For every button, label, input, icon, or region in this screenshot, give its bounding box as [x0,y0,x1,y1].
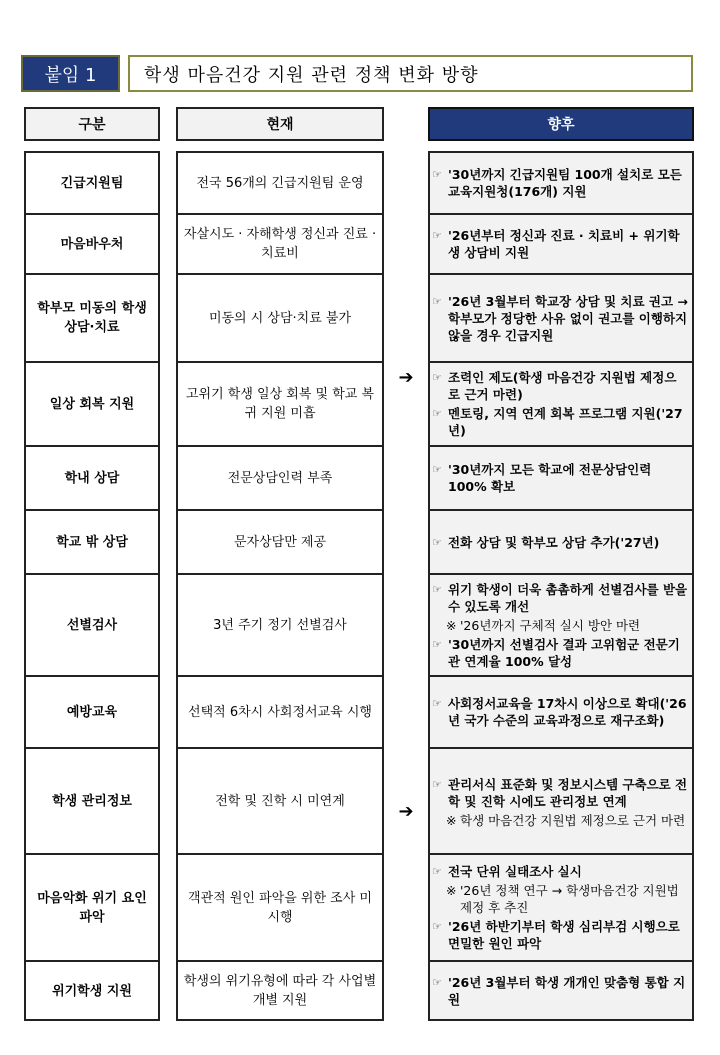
category-cell: 예방교육 [26,675,158,747]
column-header-future: 향후 [428,107,694,141]
reference-mark-icon: ※ [446,617,457,633]
future-content [432,693,688,731]
pointing-hand-icon: ☞ [432,294,442,308]
future-content [432,291,688,346]
future-cell [430,960,692,1020]
current-cell: 미동의 시 상담·치료 불가 [178,273,382,361]
bullet-item [432,581,688,615]
bullet-item [432,227,688,261]
future-text: '26년 3월부터 학생 개개인 맞춤형 통합 지원 [448,975,686,1007]
column-header-current: 현재 [176,107,384,141]
arrow-right-icon: ➔ [398,367,414,388]
pointing-hand-icon: ☞ [432,535,442,549]
category-cell: 학교 밖 상담 [26,509,158,573]
future-cell [430,213,692,273]
reference-mark-icon: ※ [446,883,457,898]
future-text: '26년 하반기부터 학생 심리부검 시행으로 면밀한 원인 파악 [448,919,680,951]
bullet-item [432,918,688,952]
current-cell: 자살시도 · 자해학생 정신과 진료 · 치료비 [178,213,382,273]
bullet-item [432,776,688,810]
future-cell [430,675,692,747]
future-text: '26년부터 정신과 진료 · 치료비 + 위기학생 상담비 지원 [448,228,680,260]
future-text: '30년까지 긴급지원팀 100개 설치로 모든 교육지원청(176개) 지원 [448,167,682,199]
future-text: 조력인 제도(학생 마음건강 지원법 제정으로 근거 마련) [448,370,677,402]
pointing-hand-icon: ☞ [432,407,442,420]
future-cell [430,509,692,573]
note-line [432,617,688,634]
current-cell: 객관적 원인 파악을 위한 조사 미 시행 [178,853,382,960]
pointing-hand-icon: ☞ [432,371,442,384]
current-cell: 문자상담만 제공 [178,509,382,573]
future-text: '30년까지 모든 학교에 전문상담인력 100% 확보 [448,462,652,494]
category-cell: 학생 관리정보 [26,747,158,853]
future-text: '26년까지 구체적 실시 방안 마련 [460,617,641,633]
future-text: 멘토링, 지역 연계 회복 프로그램 지원('27년) [448,406,683,438]
current-cell: 학생의 위기유형에 따라 각 사업별 개별 지원 [178,960,382,1020]
bullet-item [432,636,688,670]
future-content [432,164,688,202]
pointing-hand-icon: ☞ [432,168,442,181]
current-cell: 3년 주기 정기 선별검사 [178,573,382,675]
future-text: '30년까지 선별검사 결과 고위험군 전문기관 연계율 100% 달성 [448,636,680,669]
future-content [432,579,688,672]
future-text: 위기 학생이 더욱 촘촘하게 선별검사를 받을 수 있도록 개선 [448,581,688,614]
current-cell: 선택적 6차시 사회정서교육 시행 [178,675,382,747]
current-cell: 전학 및 진학 시 미연계 [178,747,382,853]
category-column [24,151,160,1021]
future-text: 전국 단위 실태조사 실시 [448,864,582,879]
bullet-item [432,534,688,551]
future-content [432,861,688,954]
bullet-item [432,863,688,880]
current-cell: 고위기 학생 일상 회복 및 학교 복귀 지원 미흡 [178,361,382,445]
future-text: 학생 마음건강 지원법 제정으로 근거 마련 [460,812,686,828]
document-title: 학생 마음건강 지원 관련 정책 변화 방향 [128,55,693,92]
pointing-hand-icon: ☞ [432,637,442,651]
future-content [432,367,688,441]
category-cell: 마음악화 위기 요인 파악 [26,853,158,960]
pointing-hand-icon: ☞ [432,229,442,242]
future-cell [430,853,692,960]
future-text: 전화 상담 및 학부모 상담 추가('27년) [448,534,660,550]
future-content [432,532,688,553]
category-cell: 학내 상담 [26,445,158,509]
category-cell: 긴급지원팀 [60,175,124,191]
current-cell: 전국 56개의 긴급지원팀 운영 [196,175,364,191]
future-text: '26년 3월부터 학교장 상담 및 치료 권고 → 학부모가 정당한 사유 없이 권고를 이행하지 않을 경우 긴급지원 [448,293,688,343]
category-cell: 일상 회복 지원 [26,361,158,445]
column-header-category: 구분 [24,107,160,141]
category-cell: 학부모 미동의 학생 상담·치료 [26,273,158,361]
future-cell [430,747,692,853]
future-text: '26년 정책 연구 → 학생마음건강 지원법 제정 후 추진 [460,883,679,915]
bullet-item [432,166,688,200]
category-cell: 위기학생 지원 [26,960,158,1020]
bullet-item [432,695,688,729]
future-cell [430,273,692,361]
bullet-item [432,369,688,403]
arrow-right-icon: ➔ [398,801,414,822]
future-text: 사회정서교육을 17차시 이상으로 확대('26년 국가 수준의 교육과정으로 재구조화) [448,696,687,728]
pointing-hand-icon: ☞ [432,777,442,791]
current-column [176,151,384,1021]
future-text: 관리서식 표준화 및 정보시스템 구축으로 전학 및 진학 시에도 관리정보 연계 [448,776,688,809]
future-cell [430,573,692,675]
future-content [432,972,688,1010]
category-cell: 마음바우처 [26,213,158,273]
current-cell: 전문상담인력 부족 [178,445,382,509]
bullet-item [432,293,688,344]
future-content [432,459,688,497]
future-cell [430,445,692,509]
note-line [432,812,688,829]
note-line [432,882,688,916]
pointing-hand-icon: ☞ [432,976,442,989]
attachment-badge: 붙임 1 [21,55,120,92]
pointing-hand-icon: ☞ [432,582,442,596]
future-content [432,774,688,829]
category-cell: 선별검사 [26,573,158,675]
future-column [428,151,694,1021]
pointing-hand-icon: ☞ [432,463,442,476]
bullet-item [432,461,688,495]
future-cell [430,153,692,213]
future-cell [430,361,692,445]
pointing-hand-icon: ☞ [432,920,442,933]
reference-mark-icon: ※ [446,812,457,828]
future-content [432,225,688,263]
pointing-hand-icon: ☞ [432,865,442,878]
bullet-item [432,405,688,439]
pointing-hand-icon: ☞ [432,697,442,710]
bullet-item [432,974,688,1008]
